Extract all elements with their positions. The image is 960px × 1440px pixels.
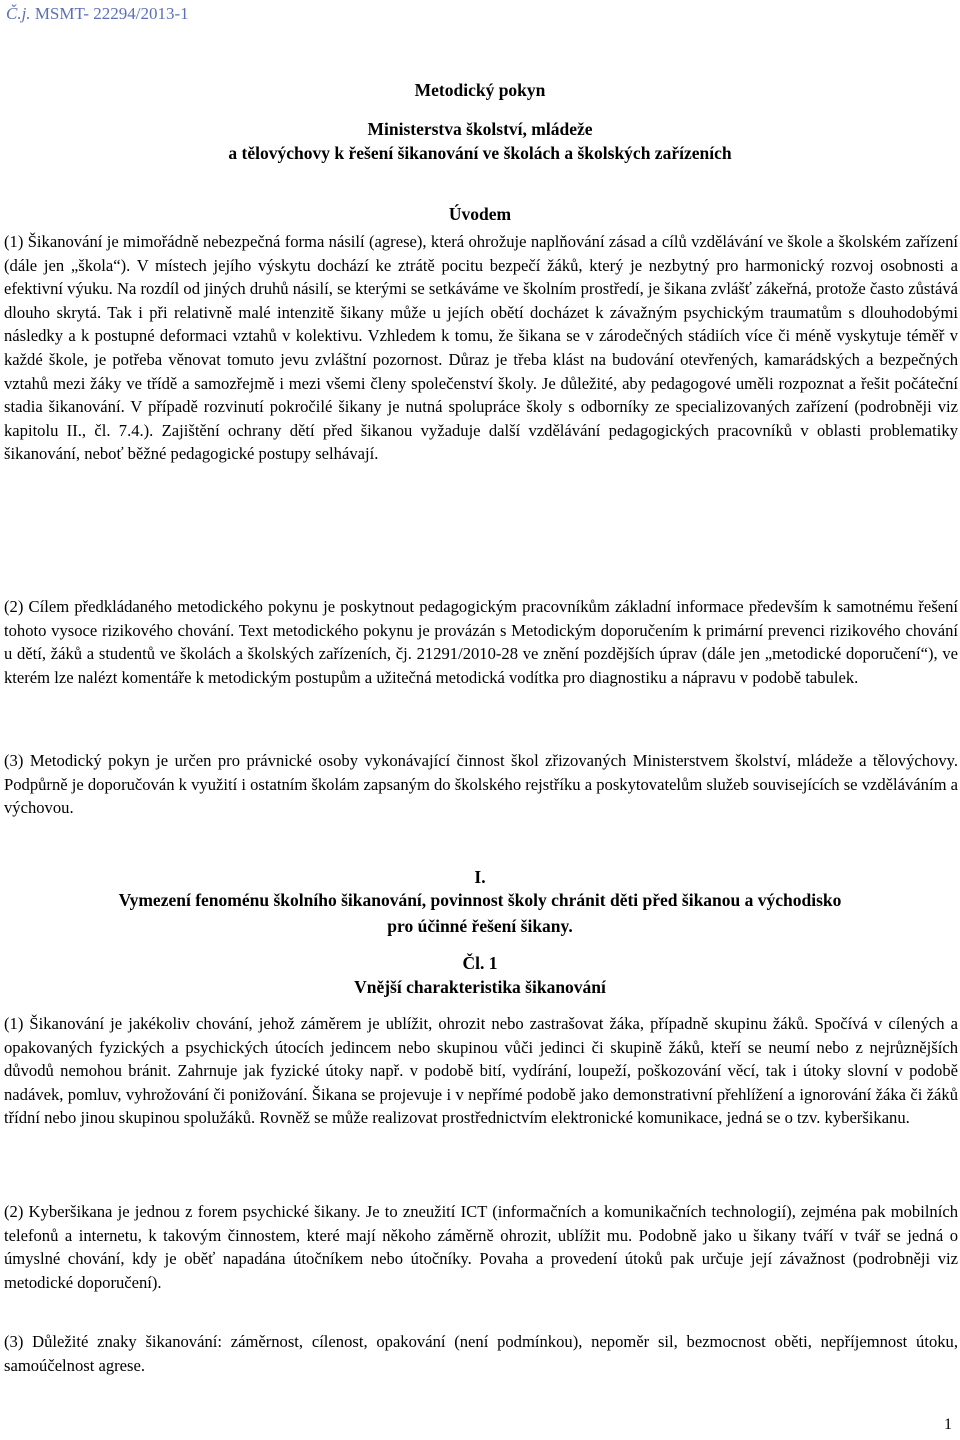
ref-number: MSMT- 22294/2013-1 bbox=[30, 4, 189, 23]
intro-paragraph-1: (1) Šikanování je mimořádně nebezpečná forma násilí (agrese), která ohrožuje naplňování zásad a cílů vzdělávání ve škole a školském zařízení (dále jen „škola“). V místech jejího výskytu dochází ke ztrátě pocitu bezpečí žáků, který je nezbytný pro harmonický rozvoj osobnosti a efektivní výuku. Na rozdíl od jiných druhů násilí, se kterými se setkáváme ve školním prostředí, je šikana zvlášť zákeřná, protože často zůstává dlouho skrytá. Tak i při relativně malé intenzitě šikany může u jejích obětí docházet k závažným psychickým traumatům s dlouhodobými následky a k postupné deformaci vztahů v kolektivu. Vzhledem k tomu, že šikana se v zárodečných stádiích více či méně vyskytuje téměř v každé škole, je potřeba věnovat tomuto jevu zvláštní pozornost. Důraz je třeba klást na budování otevřených, kamarádských a bezpečných vztahů mezi žáky ve třídě a samozřejmě i mezi všemi členy společenství školy. Je důležité, aby pedagogové uměli rozpoznat a řešit počáteční stadia šikanování. V případě rozvinutí pokročilé šikany je nutná spolupráce školy s odborníky ze specializovaných zařízení (podrobněji viz kapitolu II., čl. 7.4.). Zajištění ochrany dětí před šikanou vyžaduje další vzdělávání pedagogických pracovníků v oblasti problematiky šikanování, neboť běžné pedagogické postupy selhávají. bbox=[4, 232, 958, 464]
intro-paragraph-2: (2) Cílem předkládaného metodického pokynu je poskytnout pedagogickým pracovníkům základní informace především k samotnému řešení tohoto vysoce rizikového chování. Text metodického pokynu je provázán s Metodickým doporučením k primární prevenci rizikového chování u dětí, žáků a studentů ve školách a školských zařízeních, čj. 21291/2010-28 ve znění pozdějších úprav (dále jen „metodické doporučení“), ve kterém lze nalézt komentáře k metodickým postupům a užitečná metodická vodítka pro diagnostiku a nápravu v podobě tabulek. bbox=[4, 597, 958, 687]
article-number: Čl. 1 bbox=[462, 953, 498, 973]
article-title: Vnější charakteristika šikanování bbox=[354, 977, 606, 997]
page-number: 1 bbox=[944, 1416, 952, 1433]
section-heading-line2: pro účinné řešení šikany. bbox=[387, 916, 573, 936]
document-subtitle-line1: Ministerstva školství, mládeže bbox=[367, 119, 593, 139]
intro-heading: Úvodem bbox=[448, 204, 512, 224]
document-subtitle-line2: a tělovýchovy k řešení šikanování ve školách a školských zařízeních bbox=[228, 143, 732, 163]
section-numeral: I. bbox=[474, 867, 486, 887]
document-reference-number bbox=[6, 4, 189, 24]
document-title: Metodický pokyn bbox=[414, 80, 546, 100]
article-paragraph-2: (2) Kyberšikana je jednou z forem psychické šikany. Je to zneužití ICT (informačních a komunikačních technologií), zejména pak mobilních telefonů a internetu, k takovým činnostem, které mají někoho záměrně ohrozit, ublížit mu. Podobně jako u šikany tváří v tvář se jedná o úmyslné chování, kdy je oběť napadána útočníkem nebo útočníky. Povaha a provedení útoků pak určuje její závažnost (podrobněji viz metodické doporučení). bbox=[4, 1202, 958, 1292]
article-paragraph-3: (3) Důležité znaky šikanování: záměrnost, cílenost, opakování (není podmínkou), nepoměr sil, bezmocnost oběti, nepříjemnost útoku, samoúčelnost agrese. bbox=[4, 1332, 958, 1375]
article-paragraph-1: (1) Šikanování je jakékoliv chování, jehož záměrem je ublížit, ohrozit nebo zastrašovat žáka, případně skupinu žáků. Spočívá v cílených a opakovaných fyzických a psychických útocích jedincem nebo skupinou vůči jedinci či skupině žáků, kteří se neumí nebo z nejrůznějších důvodů nemohou bránit. Zahrnuje jak fyzické útoky např. v podobě bití, vydírání, loupeží, poškozování věcí, tak i útoky slovní v podobě nadávek, pomluv, vyhrožování či ponižování. Šikana se projevuje i v nepřímé podobě jako demonstrativní přehlížení a ignorování žáka či žáků třídní nebo jinou skupinou spolužáků. Rovněž se může realizovat prostřednictvím elektronické komunikace, jedná se o tzv. kyberšikanu. bbox=[4, 1014, 958, 1128]
section-heading-line1: Vymezení fenoménu školního šikanování, povinnost školy chránit děti před šikanou a východisko bbox=[118, 890, 842, 910]
ref-prefix: Č.j. bbox=[6, 4, 31, 23]
intro-paragraph-3: (3) Metodický pokyn je určen pro právnické osoby vykonávající činnost škol zřizovaných Ministerstvem školství, mládeže a tělovýchovy. Podpůrně je doporučován k využití i ostatním školám zapsaným do školského rejstříku a poskytovatelům služeb souvisejících se vzděláváním a výchovou. bbox=[4, 751, 958, 818]
